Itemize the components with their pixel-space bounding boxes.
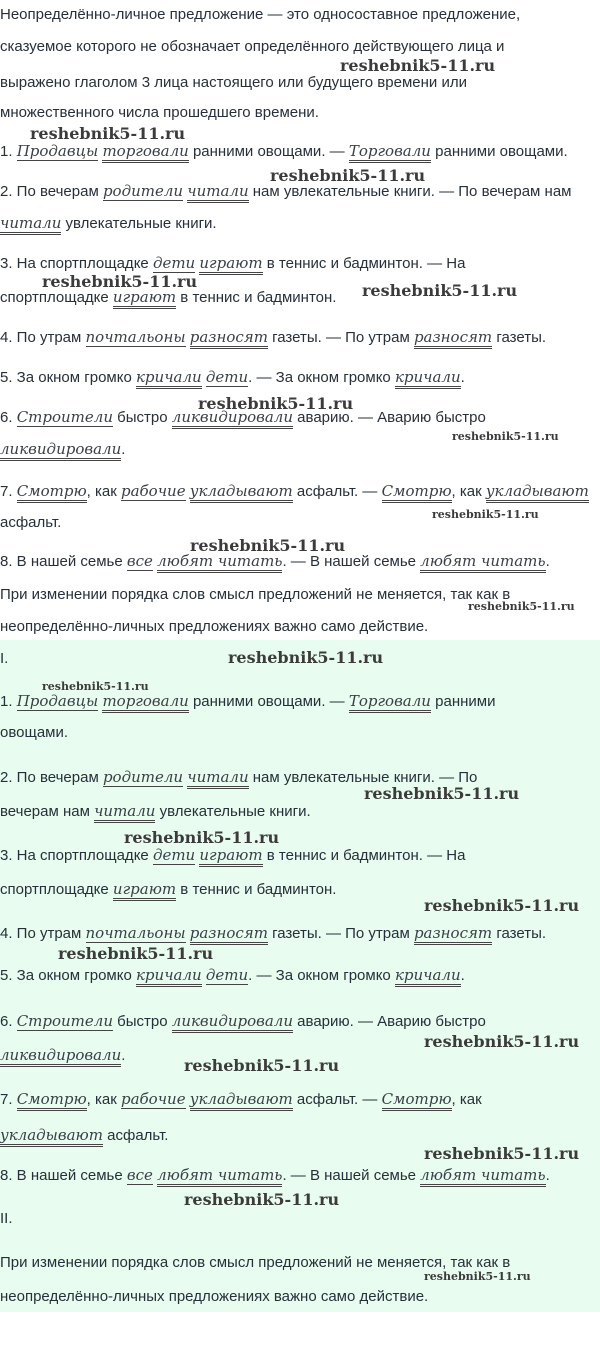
predicate: играют bbox=[199, 254, 262, 275]
answer-sentence-6-cont: ликвидировали. bbox=[0, 1046, 125, 1065]
subject: рабочие bbox=[120, 1090, 186, 1108]
sentence-7: 7. Смотрю, как рабочие укладывают асфальт. — Смотрю, как укладывают bbox=[0, 482, 589, 501]
predicate: укладывают bbox=[190, 1090, 293, 1111]
answer-conclusion-line-2: неопределённо-личных предложениях важно само действие. bbox=[0, 1288, 429, 1305]
subject: все bbox=[126, 1166, 153, 1184]
subject: Продавцы bbox=[16, 692, 99, 710]
predicate: торговали bbox=[102, 692, 188, 713]
predicate: читали bbox=[187, 768, 248, 789]
predicate: играют bbox=[199, 846, 262, 867]
predicate: разносят bbox=[190, 328, 268, 349]
subject: Строители bbox=[16, 408, 113, 426]
predicate: Смотрю bbox=[382, 482, 452, 503]
predicate: Смотрю bbox=[382, 1090, 452, 1111]
predicate: укладывают bbox=[190, 482, 293, 503]
watermark: reshebnik5-11.ru bbox=[198, 394, 354, 413]
subject: дети bbox=[205, 966, 249, 984]
sentence-3: 3. На спортплощадке дети играют в теннис и бадминтон. — На bbox=[0, 254, 465, 273]
sentence-4: 4. По утрам почтальоны разносят газеты. — По утрам разносят газеты. bbox=[0, 328, 546, 347]
watermark: reshebnik5-11.ru bbox=[42, 680, 149, 693]
subject: дети bbox=[152, 254, 196, 272]
predicate: разносят bbox=[414, 328, 492, 349]
predicate: Смотрю bbox=[17, 1090, 87, 1111]
watermark: reshebnik5-11.ru bbox=[424, 1270, 531, 1283]
watermark: reshebnik5-11.ru bbox=[432, 508, 539, 521]
predicate: любят читать bbox=[157, 1166, 282, 1187]
predicate: любят читать bbox=[420, 552, 545, 573]
watermark: reshebnik5-11.ru bbox=[468, 600, 575, 613]
subject: все bbox=[126, 552, 153, 570]
answer-sentence-3: 3. На спортплощадке дети играют в теннис и бадминтон. — На bbox=[0, 846, 465, 865]
predicate: читали bbox=[94, 802, 155, 823]
watermark: reshebnik5-11.ru bbox=[452, 430, 559, 443]
watermark: reshebnik5-11.ru bbox=[190, 536, 346, 555]
watermark: reshebnik5-11.ru bbox=[42, 272, 198, 291]
answer-sentence-4: 4. По утрам почтальоны разносят газеты. — По утрам разносят газеты. bbox=[0, 924, 546, 943]
definition-line-2: сказуемое которого не обозначает определённого действующего лица и bbox=[0, 38, 505, 55]
predicate: кричали bbox=[136, 368, 202, 389]
answer-sentence-2-cont: вечерам нам читали увлекательные книги. bbox=[0, 802, 311, 821]
sentence-3-cont: спортплощадке играют в теннис и бадминтон. bbox=[0, 288, 336, 307]
predicate: торговали bbox=[102, 142, 188, 163]
predicate: ликвидировали bbox=[0, 1046, 121, 1067]
watermark: reshebnik5-11.ru bbox=[424, 896, 580, 915]
predicate: ликвидировали bbox=[172, 1012, 293, 1033]
watermark: reshebnik5-11.ru bbox=[340, 56, 496, 75]
predicate: Торговали bbox=[349, 692, 431, 713]
sentence-2-cont: читали увлекательные книги. bbox=[0, 214, 217, 233]
predicate: Торговали bbox=[349, 142, 431, 163]
watermark: reshebnik5-11.ru bbox=[424, 1032, 580, 1051]
predicate: читали bbox=[0, 214, 61, 235]
answer-sentence-3-cont: спортплощадке играют в теннис и бадминтон. bbox=[0, 880, 336, 899]
predicate: кричали bbox=[395, 368, 461, 389]
answer-sentence-1: 1. Продавцы торговали ранними овощами. — Торговали ранними bbox=[0, 692, 495, 711]
watermark: reshebnik5-11.ru bbox=[424, 1144, 580, 1163]
predicate: ликвидировали bbox=[0, 440, 121, 461]
predicate: любят читать bbox=[157, 552, 282, 573]
sentence-6: 6. Строители быстро ликвидировали аварию. — Аварию быстро bbox=[0, 408, 486, 427]
predicate: играют bbox=[113, 880, 176, 901]
sentence-2: 2. По вечерам родители читали нам увлекательные книги. — По вечерам нам bbox=[0, 182, 571, 201]
subject: дети bbox=[205, 368, 249, 386]
answer-sentence-7-cont: укладывают асфальт. bbox=[0, 1126, 168, 1145]
answer-conclusion-line-1: При изменении порядка слов смысл предложений не меняется, так как в bbox=[0, 1254, 511, 1271]
definition-line-3: выражено глаголом 3 лица настоящего или будущего времени или bbox=[0, 74, 467, 91]
subject: почтальоны bbox=[85, 924, 186, 942]
conclusion-line-2: неопределённо-личных предложениях важно само действие. bbox=[0, 618, 429, 635]
watermark: reshebnik5-11.ru bbox=[270, 166, 426, 185]
section-label-1: I. bbox=[0, 650, 9, 667]
answer-sentence-8: 8. В нашей семье все любят читать. — В нашей семье любят читать. bbox=[0, 1166, 550, 1185]
watermark: reshebnik5-11.ru bbox=[58, 944, 214, 963]
predicate: Смотрю bbox=[17, 482, 87, 503]
watermark: reshebnik5-11.ru bbox=[362, 281, 518, 300]
watermark: reshebnik5-11.ru bbox=[30, 124, 186, 143]
sentence-8: 8. В нашей семье все любят читать. — В нашей семье любят читать. bbox=[0, 552, 550, 571]
definition-line-4: множественного числа прошедшего времени. bbox=[0, 104, 319, 121]
predicate: кричали bbox=[136, 966, 202, 987]
predicate: любят читать bbox=[420, 1166, 545, 1187]
conclusion-line-1: При изменении порядка слов смысл предложений не меняется, так как в bbox=[0, 586, 511, 603]
subject: почтальоны bbox=[85, 328, 186, 346]
predicate: читали bbox=[187, 182, 248, 203]
subject: рабочие bbox=[120, 482, 186, 500]
predicate: разносят bbox=[414, 924, 492, 945]
watermark: reshebnik5-11.ru bbox=[364, 784, 520, 803]
watermark: reshebnik5-11.ru bbox=[184, 1190, 340, 1209]
watermark: reshebnik5-11.ru bbox=[228, 648, 384, 667]
sentence-1: 1. Продавцы торговали ранними овощами. — Торговали ранними овощами. bbox=[0, 142, 568, 161]
predicate: ликвидировали bbox=[172, 408, 293, 429]
predicate: играют bbox=[113, 288, 176, 309]
subject: Продавцы bbox=[16, 142, 99, 160]
predicate: разносят bbox=[190, 924, 268, 945]
subject: родители bbox=[102, 768, 184, 786]
subject: Строители bbox=[16, 1012, 113, 1030]
subject: дети bbox=[152, 846, 196, 864]
sentence-5: 5. За окном громко кричали дети. — За окном громко кричали. bbox=[0, 368, 465, 387]
answer-sentence-7: 7. Смотрю, как рабочие укладывают асфальт. — Смотрю, как bbox=[0, 1090, 482, 1109]
predicate: кричали bbox=[395, 966, 461, 987]
section-label-2: II. bbox=[0, 1210, 13, 1227]
answer-sentence-2: 2. По вечерам родители читали нам увлекательные книги. — По bbox=[0, 768, 477, 787]
answer-sentence-6: 6. Строители быстро ликвидировали аварию. — Аварию быстро bbox=[0, 1012, 486, 1031]
predicate: укладывают bbox=[0, 1126, 103, 1147]
answer-sentence-1-cont: овощами. bbox=[0, 724, 69, 741]
watermark: reshebnik5-11.ru bbox=[184, 1056, 340, 1075]
sentence-7-cont: асфальт. bbox=[0, 514, 62, 531]
predicate: укладывают bbox=[486, 482, 589, 503]
subject: родители bbox=[102, 182, 184, 200]
definition-line-1: Неопределённо-личное предложение — это односоставное предложение, bbox=[0, 6, 521, 23]
watermark: reshebnik5-11.ru bbox=[124, 828, 280, 847]
answer-sentence-5: 5. За окном громко кричали дети. — За окном громко кричали. bbox=[0, 966, 465, 985]
sentence-6-cont: ликвидировали. bbox=[0, 440, 125, 459]
